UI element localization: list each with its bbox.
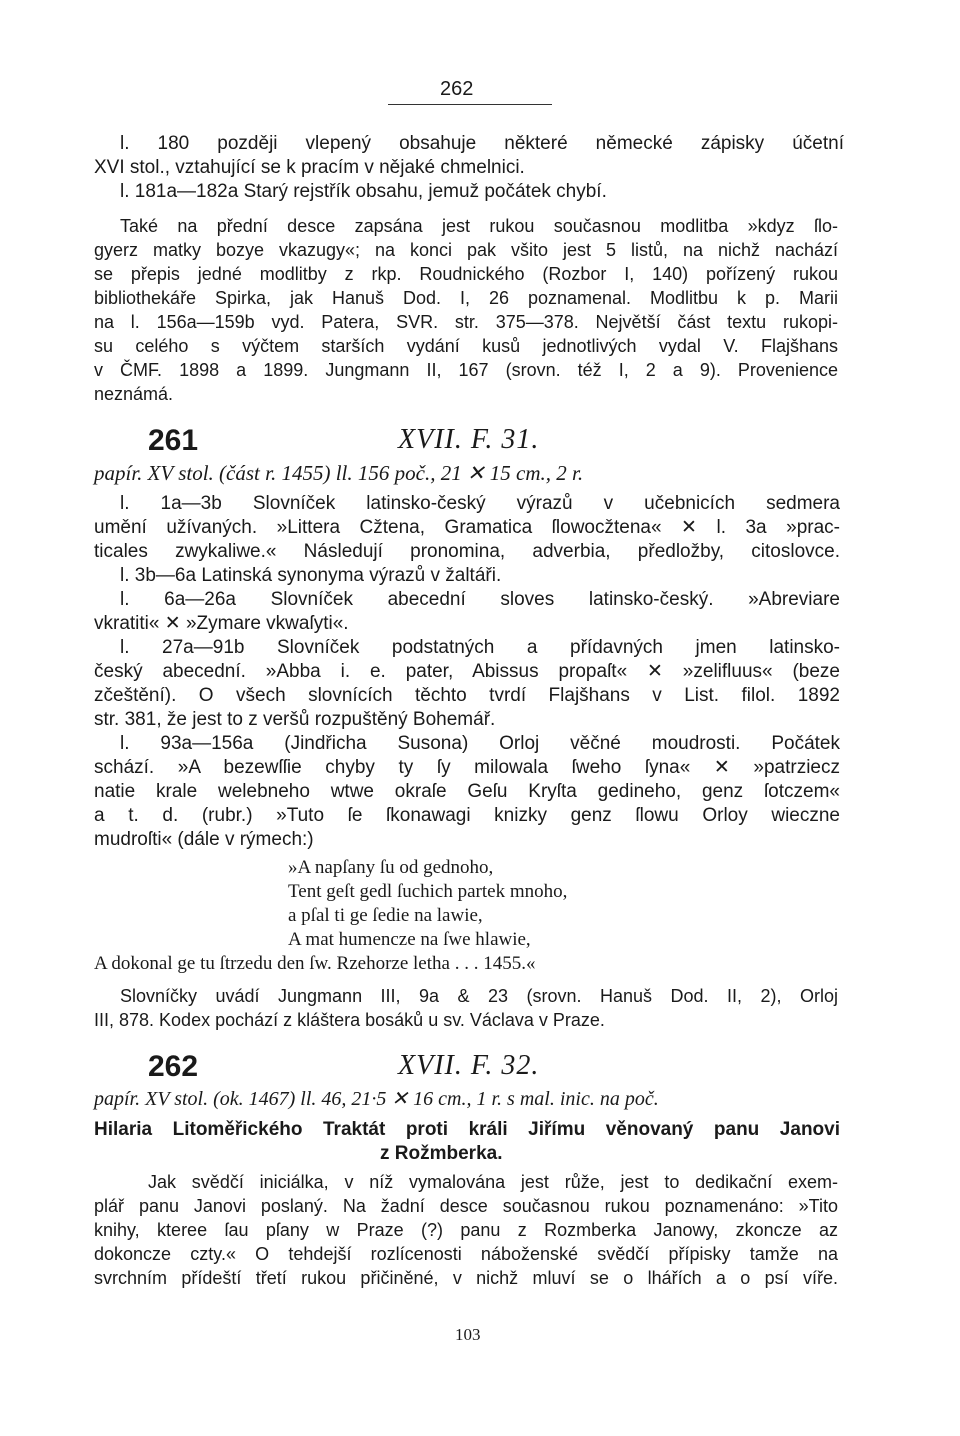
intro-line: su celého s výčtem starších vydání kusů jednotlivých vydal V. Flajšhans [94, 336, 838, 356]
entry-line: svrchním přídeští třetí rukou přičiněné, v nichž mluví se o lhářích a o psí víře. [94, 1268, 838, 1288]
entry-title: Hilaria Litoměřického Traktát proti králi Jiřímu věnovaný panu Janovi [94, 1119, 840, 1140]
entry-line: český abecední. »Abba i. e. pater, Abissus propaſt« ✕ »zelifluus« (beze [94, 661, 840, 682]
shelfmark: XVII. F. 32. [398, 1050, 540, 1081]
verse-line: A dokonal ge tu ſtrzedu den ſw. Rzehorze letha . . . 1455.« [94, 953, 536, 974]
intro-line: l. 180 později vlepený obsahuje některé německé zápisky účetní [120, 133, 844, 154]
entry-line: l. 27a—91b Slovníček podstatných a přídavných jmen latinsko- [120, 637, 840, 658]
header-rule [388, 104, 552, 105]
entry-line: l. 3b—6a Latinská synonyma výrazů v žaltáři. [120, 565, 502, 586]
entry-line: l. 6a—26a Slovníček abecední sloves latinsko-český. »Abreviare [120, 589, 840, 610]
verse-line: »A napſany ſu od gednoho, [288, 857, 494, 878]
entry-title: z Rožmberka. [380, 1143, 503, 1164]
closing-line: Slovníčky uvádí Jungmann III, 9a & 23 (srovn. Hanuš Dod. II, 2), Orloj [120, 986, 838, 1006]
shelfmark: XVII. F. 31. [398, 424, 540, 455]
entry-line: knihy, kteree ſau pſany w Praze (?) panu z Rozmberka Janowy, zkoncze az [94, 1220, 838, 1240]
entry-line: plář panu Janovi poslaný. Na žadní desce současnou rukou poznamenáno: »Tito [94, 1196, 838, 1216]
entry-line: schází. »A bezewſſie chyby ty ſy milowala ſweho ſyna« ✕ »patrziecz [94, 757, 840, 778]
entry-line: ticales zwykaliwe.« Následují pronomina, adverbia, předložby, citoslovce. [94, 541, 840, 562]
intro-line: XVI stol., vztahující se k pracím v nějaké chmelnici. [94, 157, 525, 178]
intro-line: na l. 156a—159b vyd. Patera, SVR. str. 375—378. Největší část textu rukopi- [94, 312, 838, 332]
intro-line: gyerz matky bozye vkazugy«; na konci pak všito jest 5 listů, na nichž nachází [94, 240, 838, 260]
entry-description: papír. XV stol. (ok. 1467) ll. 46, 21·5 ✕ 16 cm., 1 r. s mal. inic. na poč. [94, 1088, 659, 1110]
footer-number: 103 [455, 1325, 481, 1344]
entry-number: 262 [148, 1050, 199, 1083]
entry-line: dokoncze czty.« O tehdejší rozlícenosti náboženské svědčí přípisky tamže na [94, 1244, 838, 1264]
page-number: 262 [440, 78, 474, 100]
intro-line: l. 181a—182a Starý rejstřík obsahu, jemuž počátek chybí. [120, 181, 607, 202]
entry-line: a t. d. (rubr.) »Tuto ſe ſkonawagi knizky genz ſlowu Orloy wieczne [94, 805, 840, 826]
entry-line: vkratiti« ✕ »Zymare vkwaſyti«. [94, 613, 349, 634]
intro-line: bibliothekáře Spirka, jak Hanuš Dod. I, 26 poznamenal. Modlitbu k p. Marii [94, 288, 838, 308]
intro-line: neznámá. [94, 384, 174, 404]
entry-line: l. 93a—156a (Jindřicha Susona) Orloj věčné moudrosti. Počátek [120, 733, 840, 754]
verse-line: A mat humencze na ſwe hlawie, [288, 929, 531, 950]
entry-line: Jak svědčí iniciálka, v níž vymalována jest růže, jest to dedikační exem- [148, 1172, 838, 1192]
entry-line: l. 1a—3b Slovníček latinsko-český výrazů v učebnicích sedmera [120, 493, 840, 514]
entry-line: natie krale welebneho wtwe okraſe Geſu Kryſta gedineho, genz ſotczem« [94, 781, 840, 802]
entry-line: umění užívaných. »Littera Cžtena, Gramatica ſlowocžtena« ✕ l. 3a »prac- [94, 517, 840, 538]
entry-line: str. 381, že jest to z veršů rozpuštěný Bohemář. [94, 709, 496, 730]
entry-description: papír. XV stol. (část r. 1455) ll. 156 poč., 21 ✕ 15 cm., 2 r. [94, 461, 584, 485]
intro-line: v ČMF. 1898 a 1899. Jungmann II, 167 (srovn. též I, 2 a 9). Provenience [94, 360, 838, 380]
entry-line: mudroſti« (dále v rýmech:) [94, 829, 314, 850]
intro-line: Také na přední desce zapsána jest rukou současnou modlitba »kdyz ſlo- [120, 216, 838, 236]
verse-line: Tent geſt gedl ſuchich partek mnoho, [288, 881, 568, 902]
entry-line: zčeštění). O všech slovnících těchto tvrdí Flajšhans v List. filol. 1892 [94, 685, 840, 706]
entry-number: 261 [148, 424, 199, 457]
intro-line: se přepis jedné modlitby z rkp. Roudnického (Rozbor I, 140) pořízený rukou [94, 264, 838, 284]
verse-line: a pſal ti ge ſedie na lawie, [288, 905, 483, 926]
closing-line: III, 878. Kodex pochází z kláštera bosáků u sv. Václava v Praze. [94, 1010, 605, 1030]
